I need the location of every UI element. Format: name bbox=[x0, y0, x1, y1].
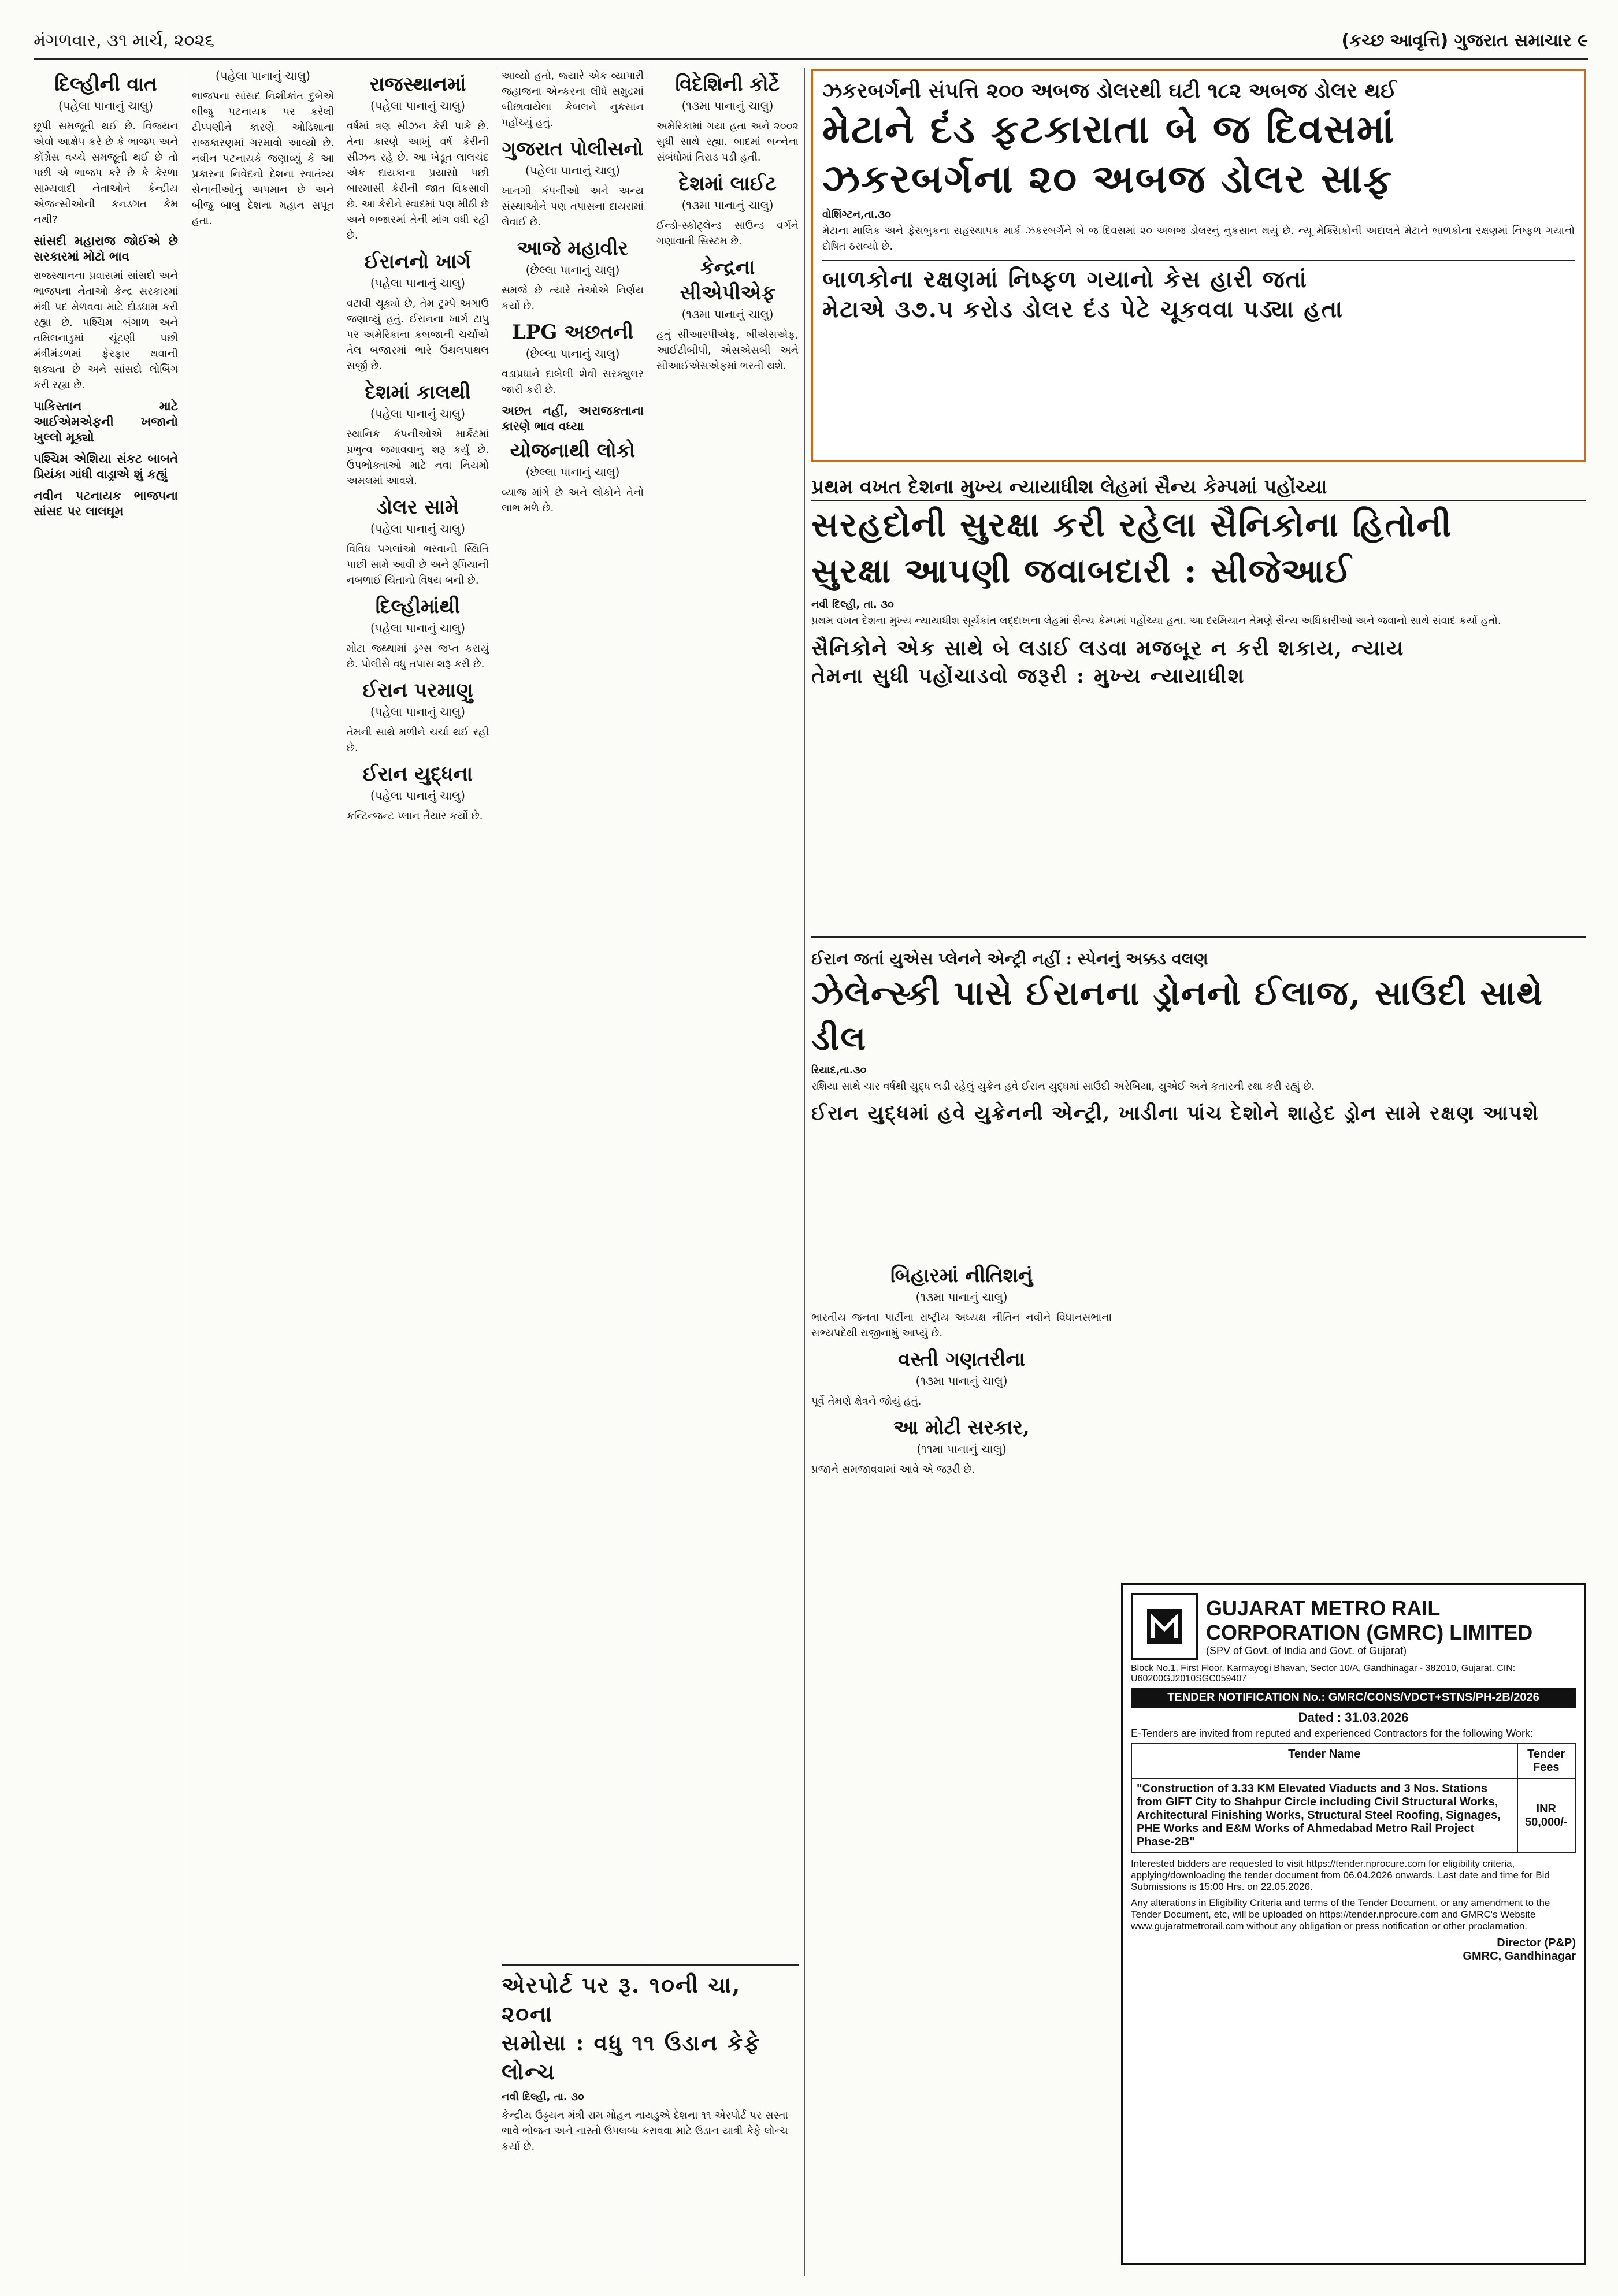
article-subhead: સાંસદી મહારાજ જોઈએ છે સરકારમાં મોટો ભાવ bbox=[34, 234, 178, 263]
article-body: વટાવી ચૂક્યો છે, તેમ ટ્રમ્પે અગાઉ જણાવ્યું હતું. ઈરાનના ખાર્ગ ટાપુ પર અમેરિકાના કબજાની ચર્ચાએ તેલ બજારમાં ભારે ઉથલપાથલ સર્જી છે. bbox=[347, 298, 489, 372]
bottom-story bbox=[502, 1964, 799, 2267]
article-body: વિવિધ પગલાંઓ ભરવાની સ્થિતિ પાછી સામે આવી છે અને રૂપિયાની નબળાઈ ચિંતાનો વિષય બની છે. bbox=[347, 543, 489, 586]
article-body: પ્રથમ વખત દેશના મુખ્ય ન્યાયાધીશ સૂર્યકાંત લદ્દાખના લેહમાં સૈન્ય કેમ્પમાં પહોંચ્યા હતા. આ દરમિયાન તેમણે સૈન્ય અધિકારીઓ અને જવાનો સાથે સંવાદ કર્યો હતો. bbox=[811, 615, 1501, 627]
article-body: પ્રજાને સમજાવવામાં આવે એ જરૂરી છે. bbox=[811, 1463, 975, 1476]
ad-note: Interested bidders are requested to visit https://tender.nprocure.com for eligibility criteria, applying/downloading the tender document from 06.04.2026 onwards. Last date and time for Bid Submissions is 15:00 Hrs. on 22.05.2026. bbox=[1131, 1858, 1550, 1892]
zelensky-subhead: ઈરાન યુદ્ધમાં હવે યુક્રેનની એન્ટ્રી, ખાડીના પાંચ દેશોને શાહેદ ડ્રોન સામે રક્ષણ આપશે bbox=[811, 1102, 1539, 1125]
meta-kicker: ઝકરબર્ગની સંપત્તિ ૨૦૦ અબજ ડોલરથી ઘટી ૧૮૨ અબજ ડોલર થઈ bbox=[822, 79, 1397, 103]
column-3 bbox=[347, 68, 489, 2276]
article-subhead: અછત નહીં, અરાજકતાના કારણે ભાવ વધ્યા bbox=[502, 404, 644, 433]
column-5 bbox=[656, 68, 799, 1953]
continued-label: (પહેલા પાનાનું ચાલુ) bbox=[370, 522, 466, 536]
article-headline: દેશમાં કાલથી bbox=[365, 381, 471, 404]
article-headline: દેશમાં લાઈટ bbox=[678, 172, 777, 195]
article-headline: દિલ્હીની વાત bbox=[54, 73, 157, 96]
ad-company-2: CORPORATION (GMRC) LIMITED bbox=[1206, 1620, 1533, 1644]
ad-company-1: GUJARAT METRO RAIL bbox=[1206, 1596, 1441, 1620]
article-body: સમજે છે ત્યારે તેઓએ નિર્ણય કર્યો છે. bbox=[502, 284, 644, 312]
meta-giant-headline: ઝકરબર્ગના ૨૦ અબજ ડોલર સાફ bbox=[822, 156, 1393, 202]
continued-label: (પહેલા પાનાનું ચાલુ) bbox=[370, 705, 466, 719]
article-headline: ગુજરાત પોલીસનો bbox=[502, 138, 644, 161]
cji-subhead: સૈનિકોને એક સાથે બે લડાઈ લડવા મજબૂર ન કરી શકાય, ન્યાય bbox=[811, 636, 1405, 660]
article-body: મોટા જથ્થામાં ડ્રગ્સ જપ્ત કરાયું છે. પોલીસે વધુ તપાસ શરૂ કરી છે. bbox=[347, 642, 489, 670]
article-headline: ડોલર સામે bbox=[376, 496, 459, 519]
column-1 bbox=[34, 68, 178, 2276]
article-headline: LPG અછતની bbox=[511, 321, 634, 344]
continued-label: (પહેલા પાનાનું ચાલુ) bbox=[215, 69, 311, 83]
gmrc-tender-ad bbox=[1121, 1583, 1586, 2265]
article-body: કન્ટિન્જન્ટ પ્લાન તૈયાર કર્યો છે. bbox=[347, 810, 483, 822]
continued-label: (પહેલા પાનાનું ચાલુ) bbox=[370, 99, 466, 113]
article-body: મેટાના માલિક અને ફેસબુકના સહસ્થાપક માર્ક ઝકરબર્ગને બે જ દિવસમાં ૨૦ અબજ ડોલરનું નુકસાન થયું છે. ન્યૂ મેક્સિકોની અદાલતે મેટાને બાળકોના રક્ષણમાં નિષ્ફળ ગયાનો દોષિત ઠરાવ્યો છે. bbox=[822, 225, 1575, 252]
continued-label: (૧૩મા પાનાનું ચાલુ) bbox=[681, 307, 774, 321]
article-body: ખાનગી કંપનીઓ અને અન્ય સંસ્થાઓને પણ તપાસના દાયરામાં લેવાઈ છે. bbox=[502, 185, 644, 228]
continued-label: (૧૩મા પાનાનું ચાલુ) bbox=[681, 99, 774, 113]
article-body: રાજસ્થાનના પ્રવાસમાં સાંસદો અને ભાજપના નેતાઓ કેન્દ્ર સરકારમાં મંત્રી પદ મેળવવા માટે દોડધામ કરી રહ્યા છે. પશ્ચિમ બંગાળ અને તમિલનાડુમાં ચૂંટણી પછી મંત્રીમંડળમાં ફેરફાર થવાની શક્યતા છે અને સાંસદો લોબિંગ કરી રહ્યા છે. bbox=[34, 270, 178, 391]
dateline: નવી દિલ્હી, તા. ૩૦ bbox=[811, 599, 894, 611]
article-body: કેન્દ્રીય ઉડ્ડયન મંત્રી રામ મોહન નાયડુએ દેશના ૧૧ એરપોર્ટ પર સસ્તા ભાવે ભોજન અને નાસ્તો ઉપલબ્ધ કરાવવા માટે ઉડાન યાત્રી કેફે લોન્ચ કર્યા છે. bbox=[502, 2109, 788, 2153]
article-headline: ઈરાન પરમાણુ bbox=[362, 679, 473, 702]
cji-kicker: પ્રથમ વખત દેશના મુખ્ય ન્યાયાધીશ લેહમાં સૈન્ય કેમ્પમાં પહોંચ્યા bbox=[811, 474, 1586, 501]
ad-spv: (SPV of Govt. of India and Govt. of Gujarat) bbox=[1206, 1644, 1407, 1656]
article-subhead: નવીન પટનાયક ભાજપના સાંસદ પર લાલઘૂમ bbox=[34, 489, 178, 518]
column-6 bbox=[811, 1260, 1112, 2276]
meta-footer-headline-2: મેટાએ ૩૭.૫ કરોડ ડોલર દંડ પેટે ચૂકવવા પડ્યા હતા bbox=[822, 296, 1344, 323]
meta-footer-headline-1: બાળકોના રક્ષણમાં નિષ્ફળ ગયાનો કેસ હારી જતાં bbox=[822, 260, 1575, 295]
ad-signatory: Director (P&P) bbox=[1497, 1937, 1576, 1949]
article-headline: રાજસ્થાનમાં bbox=[369, 73, 466, 96]
ad-intro: E-Tenders are invited from reputed and experienced Contractors for the following Work: bbox=[1131, 1727, 1534, 1739]
meta-headline: મેટાને દંડ ફટકારાતા બે જ દિવસમાં bbox=[822, 106, 1396, 153]
continued-label: (પહેલા પાનાનું ચાલુ) bbox=[370, 789, 466, 803]
continued-label: (૧૩મા પાનાનું ચાલુ) bbox=[681, 198, 774, 212]
ad-dated: Dated : 31.03.2026 bbox=[1298, 1710, 1409, 1725]
column-4 bbox=[502, 68, 644, 1953]
article-headline: આજે મહાવીર bbox=[517, 237, 629, 260]
bottom-headline-1: એરપોર્ટ પર રૂ. ૧૦ની ચા, ૨૦ના bbox=[502, 1972, 741, 2027]
article-subhead: પાકિસ્તાન માટે આઈએમએફની ખજાનો ખુલ્લો મૂક્યો bbox=[34, 399, 178, 444]
ad-signatory-place: GMRC, Gandhinagar bbox=[1463, 1950, 1576, 1963]
zelensky-story bbox=[811, 948, 1586, 1248]
newspaper-page bbox=[34, 23, 1588, 2276]
tender-fee: INR 50,000/- bbox=[1517, 1778, 1576, 1853]
continued-label: (છેલ્લા પાનાનું ચાલુ) bbox=[525, 465, 620, 479]
article-headline: વિદેશિની કોર્ટે bbox=[675, 73, 780, 96]
article-body: ભાજપના સાંસદ નિશીકાંત દુબેએ બીજુ પટનાયક પર કરેલી ટીપ્પણીને કારણે ઓડિશાના રાજકારણમાં ગરમાવો આવ્યો છે. નવીન પટનાયકે જણાવ્યું કે આ પ્રકારના નિવેદનો દેશના સ્વાતંત્ર્ય સેનાનીઓનું અપમાન છે અને બીજુ બાબુ દેશના મહાન સપૂત હતા. bbox=[192, 90, 334, 227]
article-body: વ્યાજ માંગે છે અને લોકોને તેનો લાભ મળે છે. bbox=[502, 486, 644, 514]
folio-edition: (કચ્છ આવૃત્તિ) ગુજરાત સમાચાર ૯ bbox=[1341, 30, 1588, 51]
gmrc-logo bbox=[1131, 1593, 1198, 1660]
continued-label: (છેલ્લા પાનાનું ચાલુ) bbox=[525, 347, 620, 361]
article-headline: વસ્તી ગણતરીના bbox=[897, 1348, 1026, 1371]
article-subhead: પશ્ચિમ એશિયા સંકટ બાબતે પ્રિયંકા ગાંધી વાડ્રાએ શું કહ્યું bbox=[34, 452, 178, 481]
article-body: છૂપી સમજૂતી થઈ છે. વિજયન એવો આક્ષેપ કરે છે કે ભાજપ અને કોંગ્રેસ વચ્ચે સમજૂતી થઈ છે તો પછી એ ભાજપ કરે છે કે કેરળા સામ્યવાદી નેતાઓને કેન્દ્રીય એજન્સીઓની કનડગત કેમ નથી? bbox=[34, 120, 178, 226]
continued-label: (પહેલા પાનાનું ચાલુ) bbox=[525, 164, 621, 177]
ad-header bbox=[1131, 1593, 1576, 1660]
dateline: વોશિંગ્ટન,તા.૩૦ bbox=[822, 209, 892, 221]
article-headline: દિલ્હીમાંથી bbox=[375, 595, 461, 618]
article-headline: કેન્દ્રના સીએપીએફ bbox=[680, 256, 775, 304]
column-2 bbox=[192, 68, 334, 2276]
article-body: અમેરિકામાં ગયા હતા અને ૨૦૦૨ સુધી સાથે રહ્યા. બાદમાં બન્નેના સંબંધોમાં તિરાડ પડી હતી. bbox=[656, 120, 799, 164]
article-headline: ઈરાન યુદ્ધના bbox=[362, 763, 473, 786]
continued-label: (છેલ્લા પાનાનું ચાલુ) bbox=[525, 263, 620, 277]
page-folio bbox=[34, 23, 1588, 60]
article-body: રશિયા સાથે ચાર વર્ષથી યુદ્ધ લડી રહેલું યુક્રેન હવે ઈરાન યુદ્ધમાં સાઉદી અરેબિયા, યુએઈ અને કતારની રક્ષા કરી રહ્યું છે. bbox=[811, 1080, 1315, 1093]
continued-label: (પહેલા પાનાનું ચાલુ) bbox=[370, 621, 466, 635]
cji-headline: સરહદોની સુરક્ષા કરી રહેલા સૈનિકોના હિતોની bbox=[811, 505, 1453, 544]
tender-col-name: Tender Name bbox=[1131, 1744, 1517, 1778]
metro-logo-icon bbox=[1141, 1603, 1187, 1649]
dateline: રિયાદ,તા.૩૦ bbox=[811, 1064, 867, 1076]
article-body: ભારતીય જનતા પાર્ટીના રાષ્ટ્રીય અધ્યક્ષ નીતિન નવીને વિધાનસભાના સભ્યપદેથી રાજીનામું આપ્યું છે. bbox=[811, 1312, 1112, 1339]
continued-label: (પહેલા પાનાનું ચાલુ) bbox=[58, 99, 154, 113]
bottom-headline-2: સમોસા : વધુ ૧૧ ઉડાન કેફે લોન્ચ bbox=[502, 2030, 761, 2085]
continued-label: (પહેલા પાનાનું ચાલુ) bbox=[370, 407, 466, 421]
folio-date: મંગળવાર, ૩૧ માર્ચ, ૨૦૨૬ bbox=[34, 30, 215, 51]
continued-label: (૧૧મા પાનાનું ચાલુ) bbox=[916, 1442, 1007, 1456]
cji-story bbox=[811, 474, 1586, 938]
article-body: પૂર્વે તેમણે ક્ષેત્રને જોયું હતું. bbox=[811, 1395, 922, 1407]
zelensky-kicker: ઈરાન જતાં યુએસ પ્લેનને એન્ટ્રી નહીં : સ્પેનનું અક્કડ વલણ bbox=[811, 949, 1208, 968]
article-body: સ્થાનિક કંપનીઓએ માર્કેટમાં પ્રભુત્વ જમાવવાનું શરૂ કર્યું છે. ઉપભોક્તાઓ માટે નવા નિયમો અમલમાં આવશે. bbox=[347, 428, 489, 487]
ad-notice: TENDER NOTIFICATION No.: GMRC/CONS/VDCT+STNS/PH-2B/2026 bbox=[1131, 1688, 1576, 1708]
tender-name: "Construction of 3.33 KM Elevated Viaducts and 3 Nos. Stations from GIFT City to Shahpur Circle including Civil Structural Works, Architectural Finishing Works, Structural Steel Roofing, Signages, PHE Works and E&M Works of Ahmedabad Metro Rail Project Phase-2B" bbox=[1131, 1778, 1517, 1853]
meta-story-box bbox=[811, 69, 1586, 462]
tender-col-fee: Tender Fees bbox=[1517, 1744, 1576, 1778]
ad-note-2: Any alterations in Eligibility Criteria and terms of the Tender Document, or any amendment to the Tender Document, etc, will be uploaded on https://tender.nprocure.com and GMRC's Website www.gujaratmetrorail.com without any obligation or press notification or other proclamation. bbox=[1131, 1897, 1550, 1931]
continued-label: (૧૩મા પાનાનું ચાલુ) bbox=[915, 1290, 1008, 1304]
article-body: હતું સીઆરપીએફ, બીએસએફ, આઈટીબીપી, એસએસબી અને સીઆઈએસએફમાં ભરતી થશે. bbox=[656, 329, 799, 372]
article-headline: આ મોટી સરકાર, bbox=[893, 1416, 1030, 1439]
article-headline: યોજનાથી લોકો bbox=[510, 439, 636, 462]
dateline: નવી દિલ્હી, તા. ૩૦ bbox=[502, 2091, 584, 2103]
ad-address: Block No.1, First Floor, Karmayogi Bhavan, Sector 10/A, Gandhinagar - 382010, Gujarat. CIN: U60200GJ2010SGC059407 bbox=[1131, 1663, 1516, 1684]
continued-label: (પહેલા પાનાનું ચાલુ) bbox=[370, 276, 466, 290]
article-headline: ઈરાનનો ખાર્ગ bbox=[364, 250, 472, 273]
article-body: આવ્યો હતો, જ્યારે એક વ્યાપારી જહાજના એન્કરના લીધે સમુદ્રમાં બીછાવાયેલા કેબલને નુકસાન પહોંચ્યું હતું. bbox=[502, 70, 644, 129]
zelensky-headline: ઝેલેન્સ્કી પાસે ઈરાનના ડ્રોનનો ઈલાજ, સાઉદી સાથે ડીલ bbox=[811, 974, 1543, 1058]
article-body: વડાપ્રધાને દાબેલી શેવી સરક્યુલર જારી કરી છે. bbox=[502, 368, 644, 396]
tender-table bbox=[1131, 1743, 1576, 1853]
article-headline: બિહારમાં નીતિશનું bbox=[890, 1264, 1033, 1287]
cji-subhead: તેમના સુધી પહોંચાડવો જરૂરી : મુખ્ય ન્યાયાધીશ bbox=[811, 664, 1245, 688]
article-body: તેમની સાથે મળીને ચર્ચા થઈ રહી છે. bbox=[347, 726, 489, 754]
column-rule bbox=[804, 68, 805, 2276]
article-body: ઈન્ડો-સ્કોટ્લેન્ડ સાઉન્ડ વર્ગને ગણાવાતી સિસ્ટમ છે. bbox=[656, 220, 799, 247]
article-body: વર્ષમાં ત્રણ સીઝન કેરી પાકે છે. તેના કારણે આખું વર્ષ કેરીની સીઝન રહે છે. આ ખેડૂત લાલચંદ એક દાયકાના પ્રયાસો પછી બારમાસી કેરીની જાત વિકસાવી છે. આ કેરીને સ્વાદમાં પણ મીઠી છે અને બજારમાં તેની માંગ વધી રહી છે. bbox=[347, 120, 489, 242]
cji-giant-headline: સુરક્ષા આપણી જવાબદારી : સીજેઆઈ bbox=[811, 551, 1353, 590]
continued-label: (૧૩મા પાનાનું ચાલુ) bbox=[915, 1374, 1008, 1388]
